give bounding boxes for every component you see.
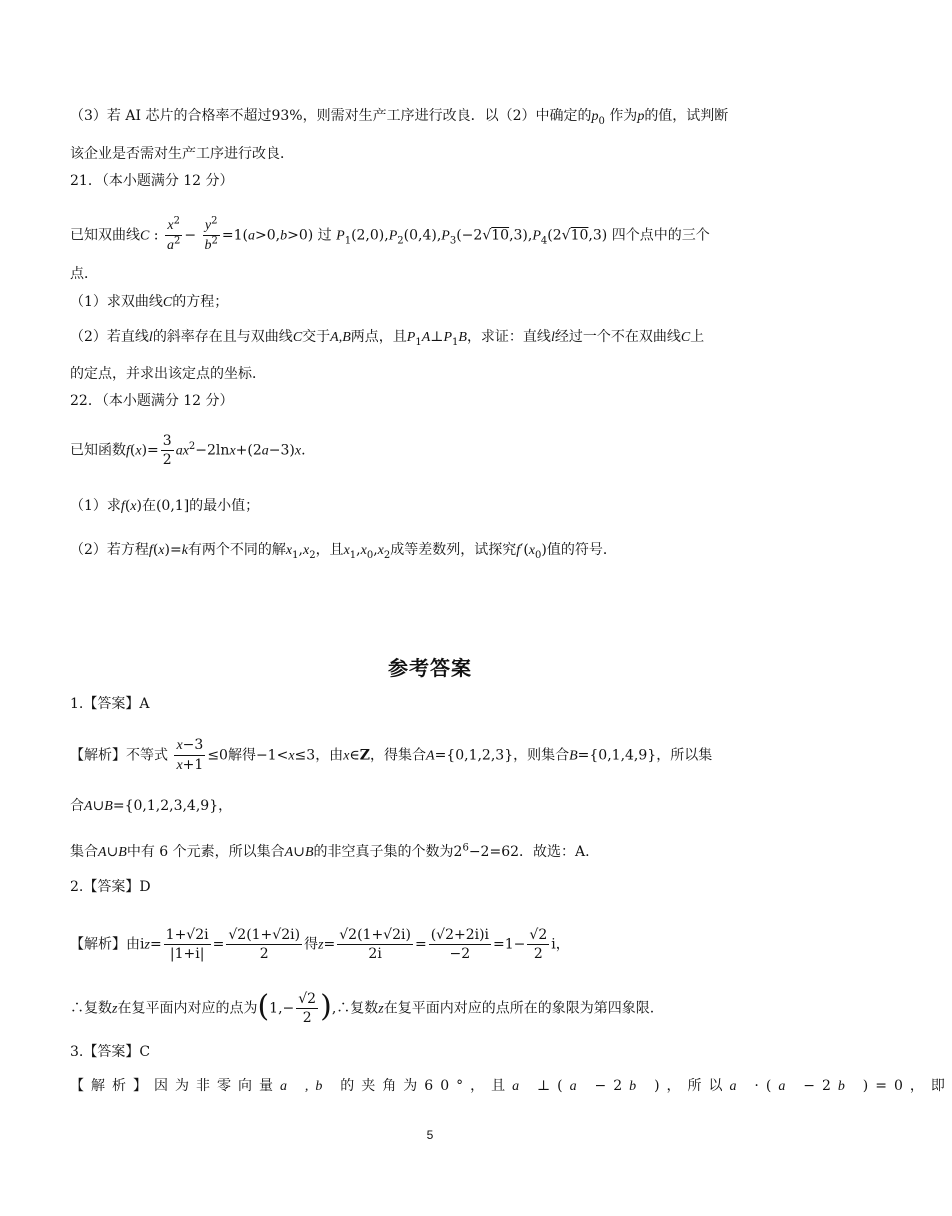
q22-statement: 已知函数f(x)= $\frac{3}{2}$ $ax^2-2\ln x+(2a-3)x$. (70, 433, 306, 468)
q22-header: 22．（本小题满分 12 分） (70, 393, 234, 409)
q21-part2-line2: 的定点，并求出该定点的坐标． (70, 366, 266, 382)
answer-1-solution-line2: 合A∪B={0,1,2,3,4,9}， (70, 798, 233, 814)
q21-header: 21．（本小题满分 12 分） (70, 173, 234, 189)
answer-3: 3.【答案】C (70, 1044, 151, 1060)
q21-statement-line1: 已知双曲线C : $\frac{x^2}{a^2}$ − $\frac{y^2}{b^2}$ =1(a>0,b>0) 过 $P_1(2,0),P_2(0,4),P_3(-2√10,3),P_4(2√10,3)$ 四个点中的三个 (70, 215, 710, 253)
q20-part3-line2: 该企业是否需对生产工序进行改良． (70, 146, 294, 162)
answer-1-solution-line3: 集合A∪B中有 6 个元素，所以集合A∪B的非空真子集的个数为$2^6-2=62$．故选：A. (70, 842, 590, 860)
answer-2: 2.【答案】D (70, 879, 151, 895)
page-number: 5 (426, 1128, 434, 1142)
answer-2-solution-line2: ∴复数z在复平面内对应的点为(1,− $\frac{√2}{2}$ ),∴复数z在复平面内对应的点所在的象限为第四象限. (70, 988, 655, 1026)
answer-3-solution-line1: 【解析】因为非零向量a⃗,b⃗的夹角为60°，且a⃗⊥(a⃗−2b⃗)，所以a⃗·(a⃗−2b⃗)=0，即 (70, 1078, 952, 1094)
q21-statement-line2: 点． (70, 266, 98, 282)
q20-part3-line1: （3）若 AI 芯片的合格率不超过93%，则需对生产工序进行改良．以（2）中确定的$p_0$ 作为p的值，试判断 (70, 108, 729, 127)
q21-part2-line1: （2）若直线l的斜率存在且与双曲线C交于A,B两点，且$P_1A\perp P_1B$，求证：直线l经过一个不在双曲线C上 (70, 329, 705, 348)
q22-part2: （2）若方程f(x)=k有两个不同的解$x_1,x_2$，且$x_1,x_0,x_2$成等差数列，试探究$f'(x_0)$值的符号． (70, 542, 617, 561)
answer-1-solution-line1: 【解析】不等式 $\frac{x-3}{x+1}$ ≤0解得−1<x≤3，由x∈Z，得集合A={0,1,2,3}，则集合B={0,1,4,9}，所以集 (70, 737, 713, 773)
q22-part1: （1）求f(x)在(0,1]的最小值； (70, 498, 260, 514)
answer-1: 1.【答案】A (70, 696, 150, 712)
answer-section-title: 参考答案 (388, 656, 472, 680)
q21-part1: （1）求双曲线C的方程； (70, 294, 229, 310)
answer-2-solution-line1: 【解析】由iz= $\frac{1+√2i}{|1+i|}$ = $\frac{√2(1+√2i)}{2}$ 得z= $\frac{√2(1+√2i)}{2i}$ = $\frac{(√2+2i)i}{-2}$ =1− $\frac{√2}{2}$ i， (70, 927, 570, 962)
